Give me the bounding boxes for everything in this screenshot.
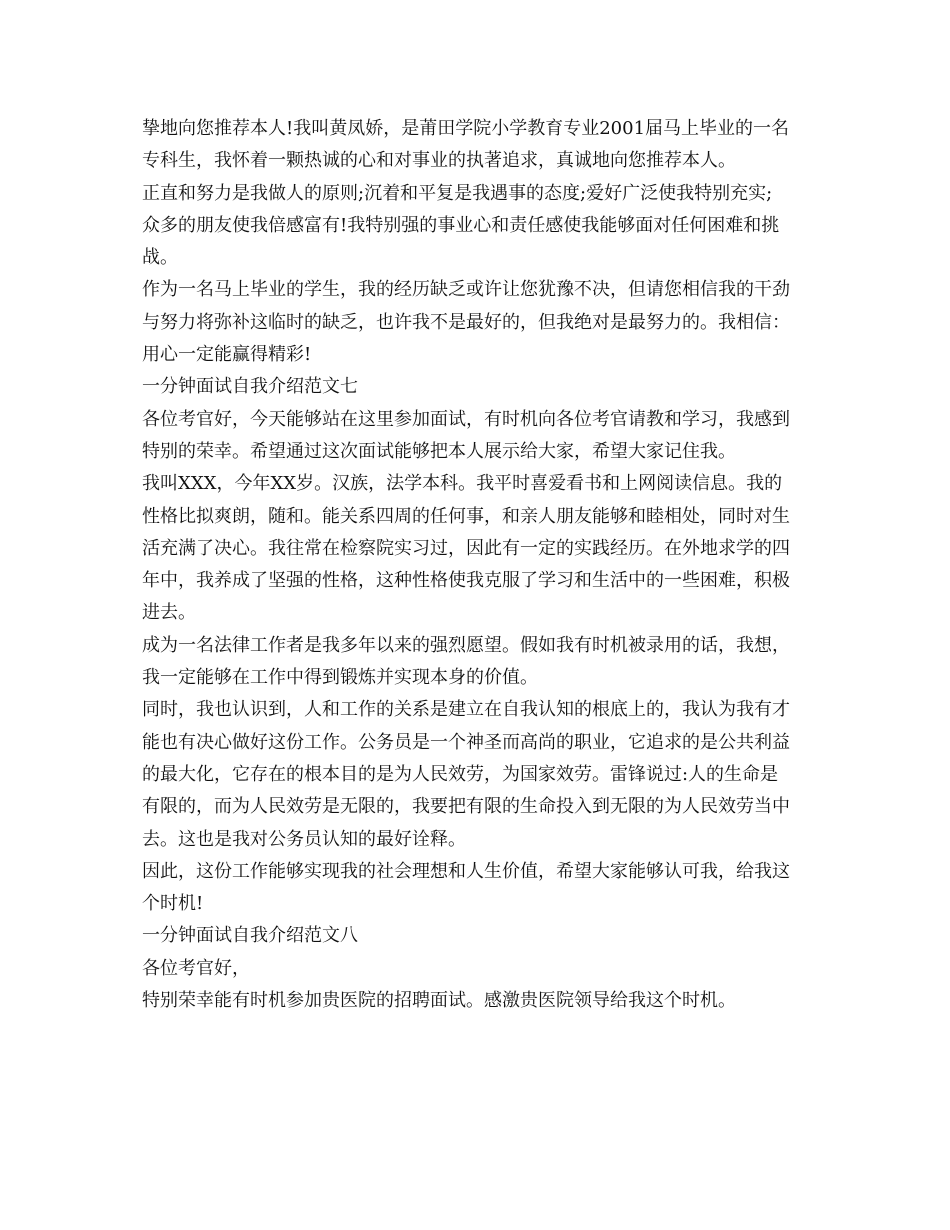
section-heading: 一分钟面试自我介绍范文八 <box>142 925 358 947</box>
text-line: 战。 <box>142 247 178 269</box>
text-line: 各位考官好，今天能够站在这里参加面试，有时机向各位考官请教和学习，我感到 <box>142 408 790 430</box>
text-line: 能也有决心做好这份工作。公务员是一个神圣而高尚的职业，它追求的是公共利益 <box>142 731 790 753</box>
text-line: 同时，我也认识到，人和工作的关系是建立在自我认知的根底上的，我认为我有才 <box>142 699 790 721</box>
text-line: 活充满了决心。我往常在检察院实习过，因此有一定的实践经历。在外地求学的四 <box>142 537 790 559</box>
text-line: 个时机! <box>142 893 204 915</box>
text-line: 特别的荣幸。希望通过这次面试能够把本人展示给大家，希望大家记住我。 <box>142 440 736 462</box>
text-line: 特别荣幸能有时机参加贵医院的招聘面试。感激贵医院领导给我这个时机。 <box>142 990 736 1012</box>
text-line: 众多的朋友使我倍感富有!我特别强的事业心和责任感使我能够面对任何困难和挑 <box>142 214 780 236</box>
text-line: 挚地向您推荐本人!我叫黄凤娇，是莆田学院小学教育专业2001届马上毕业的一名 <box>142 118 790 139</box>
text-line: 有限的，而为人民效劳是无限的，我要把有限的生命投入到无限的为人民效劳当中 <box>142 796 790 818</box>
text-line: 进去。 <box>142 602 196 624</box>
text-line: 成为一名法律工作者是我多年以来的强烈愿望。假如我有时机被录用的话，我想， <box>142 634 790 656</box>
text-line: 正直和努力是我做人的原则;沉着和平复是我遇事的态度;爱好广泛使我特别充实; <box>142 182 773 204</box>
section-heading: 一分钟面试自我介绍范文七 <box>142 376 358 398</box>
text-line: 我一定能够在工作中得到锻炼并实现本身的价值。 <box>142 667 538 689</box>
text-line: 作为一名马上毕业的学生，我的经历缺乏或许让您犹豫不决，但请您相信我的干劲 <box>142 279 790 301</box>
text-line: 因此，这份工作能够实现我的社会理想和人生价值，希望大家能够认可我，给我这 <box>142 860 790 882</box>
text-line: 各位考官好， <box>142 957 250 979</box>
text-line: 专科生，我怀着一颗热诚的心和对事业的执著追求，真诚地向您推荐本人。 <box>142 150 736 172</box>
document-body <box>142 113 822 1017</box>
text-line: 与努力将弥补这临时的缺乏，也许我不是最好的，但我绝对是最努力的。我相信： <box>142 311 790 333</box>
text-line: 年中，我养成了坚强的性格，这种性格使我克服了学习和生活中的一些困难，积极 <box>142 570 790 592</box>
text-line: 去。这也是我对公务员认知的最好诠释。 <box>142 828 466 850</box>
text-line: 性格比拟爽朗，随和。能关系四周的任何事，和亲人朋友能够和睦相处，同时对生 <box>142 505 790 527</box>
text-line: 的最大化，它存在的根本目的是为人民效劳，为国家效劳。雷锋说过:人的生命是 <box>142 763 779 785</box>
text-line: 用心一定能赢得精彩! <box>142 344 312 366</box>
text-line: 我叫XXX，今年XX岁。汉族，法学本科。我平时喜爱看书和上网阅读信息。我的 <box>142 473 783 495</box>
